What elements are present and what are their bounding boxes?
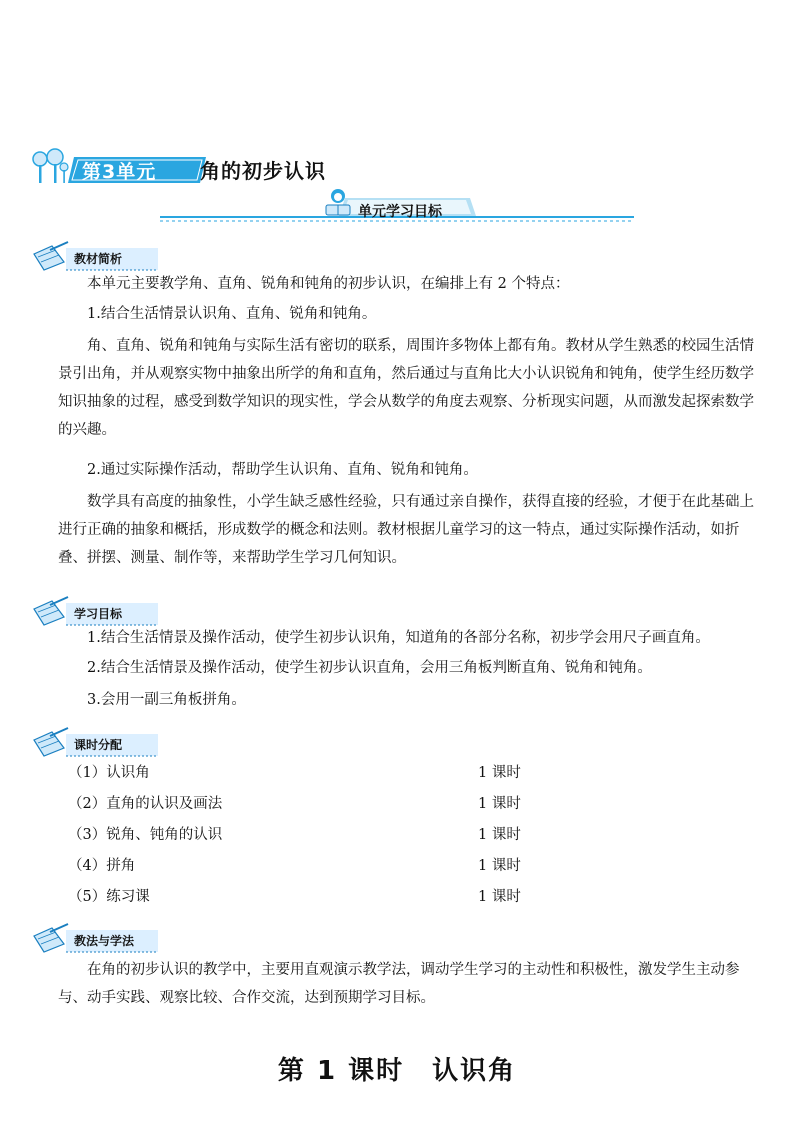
schedule-row (68, 759, 548, 787)
textbook-point2-title: 2.通过实际操作活动，帮助学生认识角、直角、锐角和钝角。 (87, 462, 478, 478)
schedule-row (68, 883, 548, 911)
schedule-row (68, 821, 548, 849)
methods-body: 在角的初步认识的教学中，主要用直观演示教学法，调动学生学习的主动性和积极性，激发学生主动参与、动手实践、观察比较、合作交流，达到预期学习目标。 (58, 962, 740, 1006)
section-label: 课时分配 (74, 738, 123, 752)
banner-title: 单元学习目标 (358, 204, 442, 220)
unit-goals-banner (160, 186, 634, 226)
textbook-point1-title: 1.结合生活情景认识角、直角、锐角和钝角。 (87, 306, 377, 322)
schedule-periods: 1 课时 (478, 858, 521, 874)
schedule-periods: 1 课时 (478, 827, 521, 843)
schedule-row (68, 852, 548, 880)
book-pencil-icon (34, 242, 68, 270)
section-tab-textbook (30, 240, 160, 274)
section-tab-methods (30, 922, 160, 956)
book-pencil-icon (34, 924, 68, 952)
goal-item: 1.结合生活情景及操作活动，使学生初步认识角，知道角的各部分名称，初步学会用尺子画直角。 (87, 630, 710, 646)
textbook-point1-body: 角、直角、锐角和钝角与实际生活有密切的联系，周围许多物体上都有角。教材从学生熟悉的校园生活情景引出角，并从观察实物中抽象出所学的角和直角，然后通过与直角比大小认识锐角和钝角，使学生经历数学知识抽象的过程，感受到数学知识的现实性，学会从数学的角度去观察、分析现实问题，从而激发起探索数学的兴趣。 (58, 338, 754, 438)
unit-tag: 第3单元 (82, 161, 157, 183)
section-tab-schedule (30, 726, 160, 760)
section-label: 教材简析 (74, 252, 123, 266)
goal-item: 2.结合生活情景及操作活动，使学生初步认识直角，会用三角板判断直角、锐角和钝角。 (87, 660, 652, 676)
schedule-periods: 1 课时 (478, 765, 521, 781)
schedule-periods: 1 课时 (478, 889, 521, 905)
schedule-lesson: （4）拼角 (68, 858, 136, 874)
section-label: 学习目标 (74, 607, 123, 621)
schedule-row (68, 790, 548, 818)
schedule-lesson: （2）直角的认识及画法 (68, 796, 223, 812)
unit-header (30, 147, 630, 187)
trees-icon (30, 147, 70, 187)
unit-title: 角的初步认识 (200, 159, 326, 183)
textbook-intro: 本单元主要教学角、直角、锐角和钝角的初步认识，在编排上有 2 个特点： (87, 276, 570, 292)
textbook-point2-body: 数学具有高度的抽象性，小学生缺乏感性经验，只有通过亲自操作，获得直接的经验，才便于在此基础上进行正确的抽象和概括，形成数学的概念和法则。教材根据儿童学习的这一特点，通过实际操作活动，如折叠、拼摆、测量、制作等，来帮助学生学习几何知识。 (58, 494, 754, 566)
schedule-lesson: （5）练习课 (68, 889, 150, 905)
schedule-lesson: （3）锐角、钝角的认识 (68, 827, 223, 843)
schedule-periods: 1 课时 (478, 796, 521, 812)
lesson-title: 第 1 课时 认识角 (277, 1056, 517, 1086)
section-label: 教法与学法 (74, 934, 135, 948)
goal-item: 3.会用一副三角板拼角。 (87, 692, 246, 708)
book-pencil-icon (34, 597, 68, 625)
schedule-lesson: （1）认识角 (68, 765, 150, 781)
book-pencil-icon (34, 728, 68, 756)
